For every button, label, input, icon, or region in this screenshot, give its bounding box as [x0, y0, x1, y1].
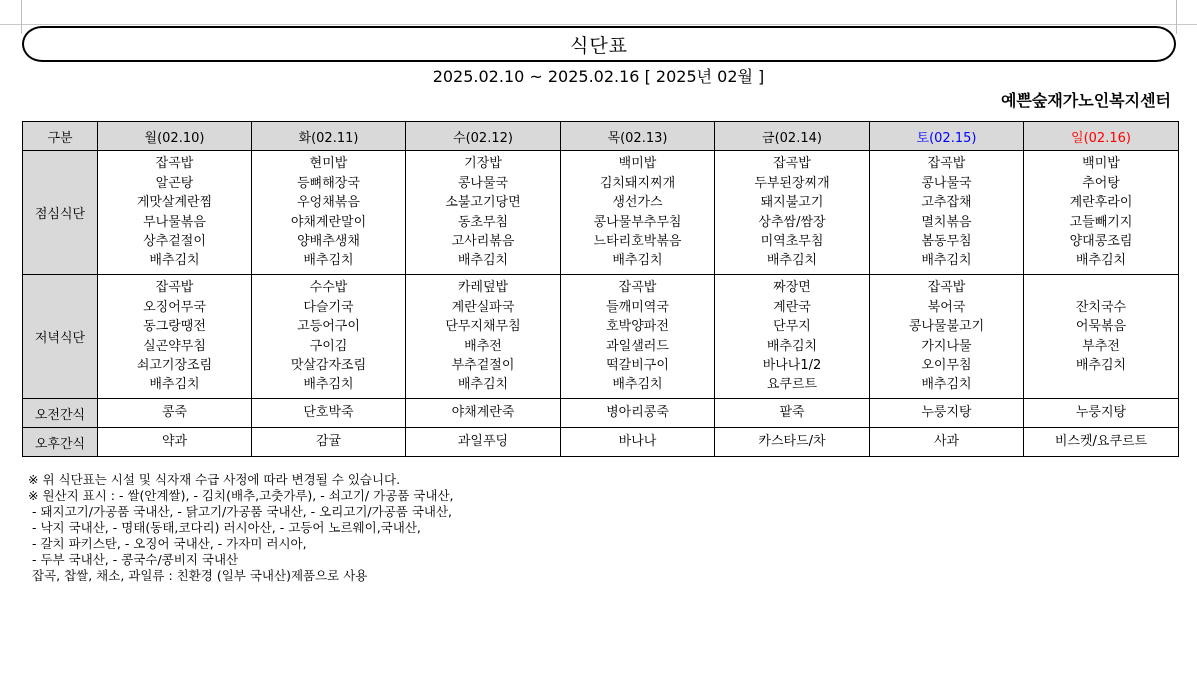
menu-item: 어묵볶음 — [1075, 319, 1127, 335]
menu-item: 기장밥 — [464, 156, 502, 172]
snack-cell-saturday: 누룽지탕 — [870, 399, 1024, 428]
menu-item: 부추전 — [1082, 338, 1120, 354]
date-range: 2025.02.10 ~ 2025.02.16 [ 2025년 02월 ] — [432, 67, 765, 86]
menu-item: 배추김치 — [303, 377, 354, 393]
menu-item: 상추겉절이 — [143, 233, 206, 249]
menu-item: 김치돼지찌개 — [599, 175, 676, 191]
menu-cell-sunday — [1024, 151, 1179, 275]
row-label: 오전간식 — [23, 399, 98, 428]
menu-item: 양대콩조림 — [1069, 233, 1133, 249]
menu-item: 백미밥 — [618, 156, 657, 172]
menu-item: 콩나물국 — [921, 175, 972, 191]
snack-cell-sunday: 비스켓/요쿠르트 — [1024, 428, 1179, 457]
menu-item: 단무지채무침 — [445, 319, 521, 335]
menu-table — [22, 121, 1179, 457]
menu-item: 알곤탕 — [155, 175, 194, 191]
menu-item: 배추김치 — [1075, 357, 1127, 373]
menu-item: 계란국 — [773, 299, 811, 315]
menu-item: 콩나물불고기 — [908, 319, 985, 335]
menu-cell-wednesday — [406, 275, 561, 399]
menu-item: 수수밥 — [309, 280, 348, 296]
menu-item: 소불고기당면 — [445, 195, 521, 211]
header-thursday: 목(02.13) — [561, 122, 715, 151]
menu-cell-wednesday — [406, 151, 561, 275]
center-name: 예쁜숲재가노인복지센터 — [1000, 91, 1171, 110]
menu-item: 느타리호박볶음 — [593, 233, 682, 249]
note-line: 잡곡, 찹쌀, 채소, 과일류 : 친환경 (일부 국내산)제품으로 사용 — [28, 568, 368, 583]
menu-cell-tuesday — [252, 151, 406, 275]
snack-cell-friday: 카스타드/차 — [715, 428, 870, 457]
note-line: ※ 위 식단표는 시설 및 식자재 수급 사정에 따라 변경될 수 있습니다. — [28, 472, 401, 487]
morning-snack-row — [23, 399, 1179, 428]
menu-item: 실곤약무침 — [143, 338, 206, 354]
menu-item: 과일샐러드 — [606, 338, 669, 354]
menu-cell-saturday — [870, 151, 1024, 275]
page-title: 식단표 — [569, 34, 629, 57]
snack-cell-monday: 약과 — [98, 428, 252, 457]
menu-item: 잡곡밥 — [773, 156, 811, 172]
menu-item: 무나물볶음 — [143, 214, 206, 230]
menu-item: 부추겉절이 — [451, 357, 515, 373]
snack-cell-saturday: 사과 — [870, 428, 1024, 457]
afternoon-snack-row — [23, 428, 1179, 457]
menu-item: 짜장면 — [773, 280, 811, 296]
menu-item: 배추김치 — [612, 377, 663, 393]
page-edge-top — [0, 24, 1197, 25]
menu-item: 배추김치 — [612, 253, 663, 269]
menu-cell-monday — [98, 275, 252, 399]
snack-cell-sunday: 누룽지탕 — [1024, 399, 1179, 428]
menu-item: 배추김치 — [766, 253, 818, 269]
menu-item: 바나나1/2 — [762, 357, 822, 373]
snack-cell-tuesday: 감귤 — [252, 428, 406, 457]
menu-item: 배추김치 — [303, 253, 354, 269]
menu-cell-saturday — [870, 275, 1024, 399]
header-row — [23, 122, 1179, 151]
menu-item: 잔치국수 — [1075, 299, 1127, 315]
note-line: - 돼지고기/가공품 국내산, - 닭고기/가공품 국내산, - 오리고기/가공품 국내산, — [28, 504, 453, 519]
menu-item: 잡곡밥 — [618, 280, 657, 296]
title-box — [22, 26, 1176, 62]
menu-item: 요쿠르트 — [766, 377, 818, 393]
menu-cell-tuesday — [252, 275, 406, 399]
snack-cell-thursday: 바나나 — [561, 428, 715, 457]
snack-cell-monday: 콩죽 — [98, 399, 252, 428]
menu-cell-sunday — [1024, 275, 1179, 399]
menu-item: 맛살감자조림 — [290, 357, 367, 373]
menu-item: 배추전 — [464, 338, 502, 354]
menu-cell-thursday — [561, 275, 715, 399]
menu-item: 봄동무침 — [921, 233, 972, 249]
menu-item: 고들빼기지 — [1069, 214, 1133, 230]
page-edge-right — [1176, 0, 1177, 34]
menu-item: 오이무침 — [921, 357, 972, 373]
note-line: ※ 원산지 표시 : - 쌀(안계쌀), - 김치(배추,고춧가루), - 쇠고기/ 가공품 국내산, — [28, 488, 454, 503]
menu-item: 현미밥 — [309, 156, 348, 172]
menu-item: 게맛살계란찜 — [136, 195, 213, 211]
menu-item: 잡곡밥 — [927, 280, 966, 296]
snack-cell-wednesday: 과일푸딩 — [406, 428, 561, 457]
menu-item: 잡곡밥 — [927, 156, 966, 172]
menu-item: 백미밥 — [1082, 156, 1120, 172]
header-friday: 금(02.14) — [715, 122, 870, 151]
menu-cell-friday — [715, 151, 870, 275]
snack-cell-friday: 팥죽 — [715, 399, 870, 428]
menu-item: 콩나물국 — [457, 175, 509, 191]
row-label: 점심식단 — [23, 151, 98, 275]
menu-cell-thursday — [561, 151, 715, 275]
menu-item: 다슬기국 — [303, 299, 354, 315]
menu-item: 호박양파전 — [606, 319, 669, 335]
menu-item: 고추잡채 — [921, 195, 972, 211]
menu-item: 계란실파국 — [451, 299, 515, 315]
menu-item: 가지나물 — [921, 338, 972, 354]
row-label: 오후간식 — [23, 428, 98, 457]
menu-cell-friday — [715, 275, 870, 399]
menu-item: 북어국 — [927, 299, 966, 315]
menu-item: 단무지 — [773, 319, 811, 335]
menu-item: 들깨미역국 — [606, 299, 669, 315]
menu-item: 배추김치 — [921, 253, 972, 269]
menu-item: 카레덮밥 — [457, 280, 509, 296]
menu-item: 배추김치 — [1075, 253, 1127, 269]
snack-cell-tuesday: 단호박죽 — [252, 399, 406, 428]
menu-item: 고등어구이 — [297, 319, 360, 335]
menu-item: 구이김 — [309, 338, 348, 354]
menu-item: 쇠고기장조림 — [136, 357, 213, 373]
menu-item: 배추김치 — [457, 377, 509, 393]
menu-item: 콩나물부추무침 — [593, 214, 682, 230]
menu-item: 잡곡밥 — [155, 156, 194, 172]
menu-item: 고사리볶음 — [451, 233, 515, 249]
menu-item: 우엉채볶음 — [297, 195, 360, 211]
menu-item: 추어탕 — [1082, 175, 1120, 191]
header-monday: 월(02.10) — [98, 122, 252, 151]
menu-item: 잡곡밥 — [155, 280, 194, 296]
menu-item: 상추쌈/쌈장 — [758, 214, 826, 230]
menu-item: 등뼈해장국 — [297, 175, 360, 191]
header-sunday: 일(02.16) — [1024, 122, 1179, 151]
menu-item: 오징어무국 — [143, 299, 206, 315]
note-line: - 갈치 파키스탄, - 오징어 국내산, - 가자미 러시아, — [28, 536, 307, 551]
menu-item: 미역초무침 — [760, 233, 824, 249]
menu-item: 배추김치 — [921, 377, 972, 393]
row-label: 저녁식단 — [23, 275, 98, 399]
menu-item: 떡갈비구이 — [606, 357, 669, 373]
notes — [28, 472, 454, 584]
menu-item: 양배추생채 — [297, 233, 360, 249]
menu-item: 배추김치 — [149, 253, 200, 269]
snack-cell-thursday: 병아리콩죽 — [561, 399, 715, 428]
header-saturday: 토(02.15) — [870, 122, 1024, 151]
menu-item: 생선가스 — [612, 195, 663, 211]
dinner-row — [23, 275, 1179, 399]
page-edge-left — [21, 0, 22, 34]
menu-item: 계란후라이 — [1069, 195, 1133, 211]
menu-item: 두부된장찌개 — [754, 175, 830, 191]
menu-item: 야채계란말이 — [290, 214, 367, 230]
header-tuesday: 화(02.11) — [252, 122, 406, 151]
menu-item: 멸치볶음 — [921, 214, 972, 230]
menu-item: 배추김치 — [149, 377, 200, 393]
note-line: - 낙지 국내산, - 명태(동태,코다리) 러시아산, - 고등어 노르웨이,국내산, — [28, 520, 421, 535]
header-category: 구분 — [23, 122, 98, 151]
menu-item: 돼지불고기 — [760, 195, 824, 211]
menu-item: 동초무침 — [457, 214, 509, 230]
menu-item: 배추김치 — [766, 338, 818, 354]
header-wednesday: 수(02.12) — [406, 122, 561, 151]
note-line: - 두부 국내산, - 콩국수/콩비지 국내산 — [28, 552, 239, 567]
menu-item: 배추김치 — [457, 253, 509, 269]
lunch-row — [23, 151, 1179, 275]
snack-cell-wednesday: 야채계란죽 — [406, 399, 561, 428]
menu-item: 동그랑땡전 — [143, 319, 206, 335]
menu-cell-monday — [98, 151, 252, 275]
